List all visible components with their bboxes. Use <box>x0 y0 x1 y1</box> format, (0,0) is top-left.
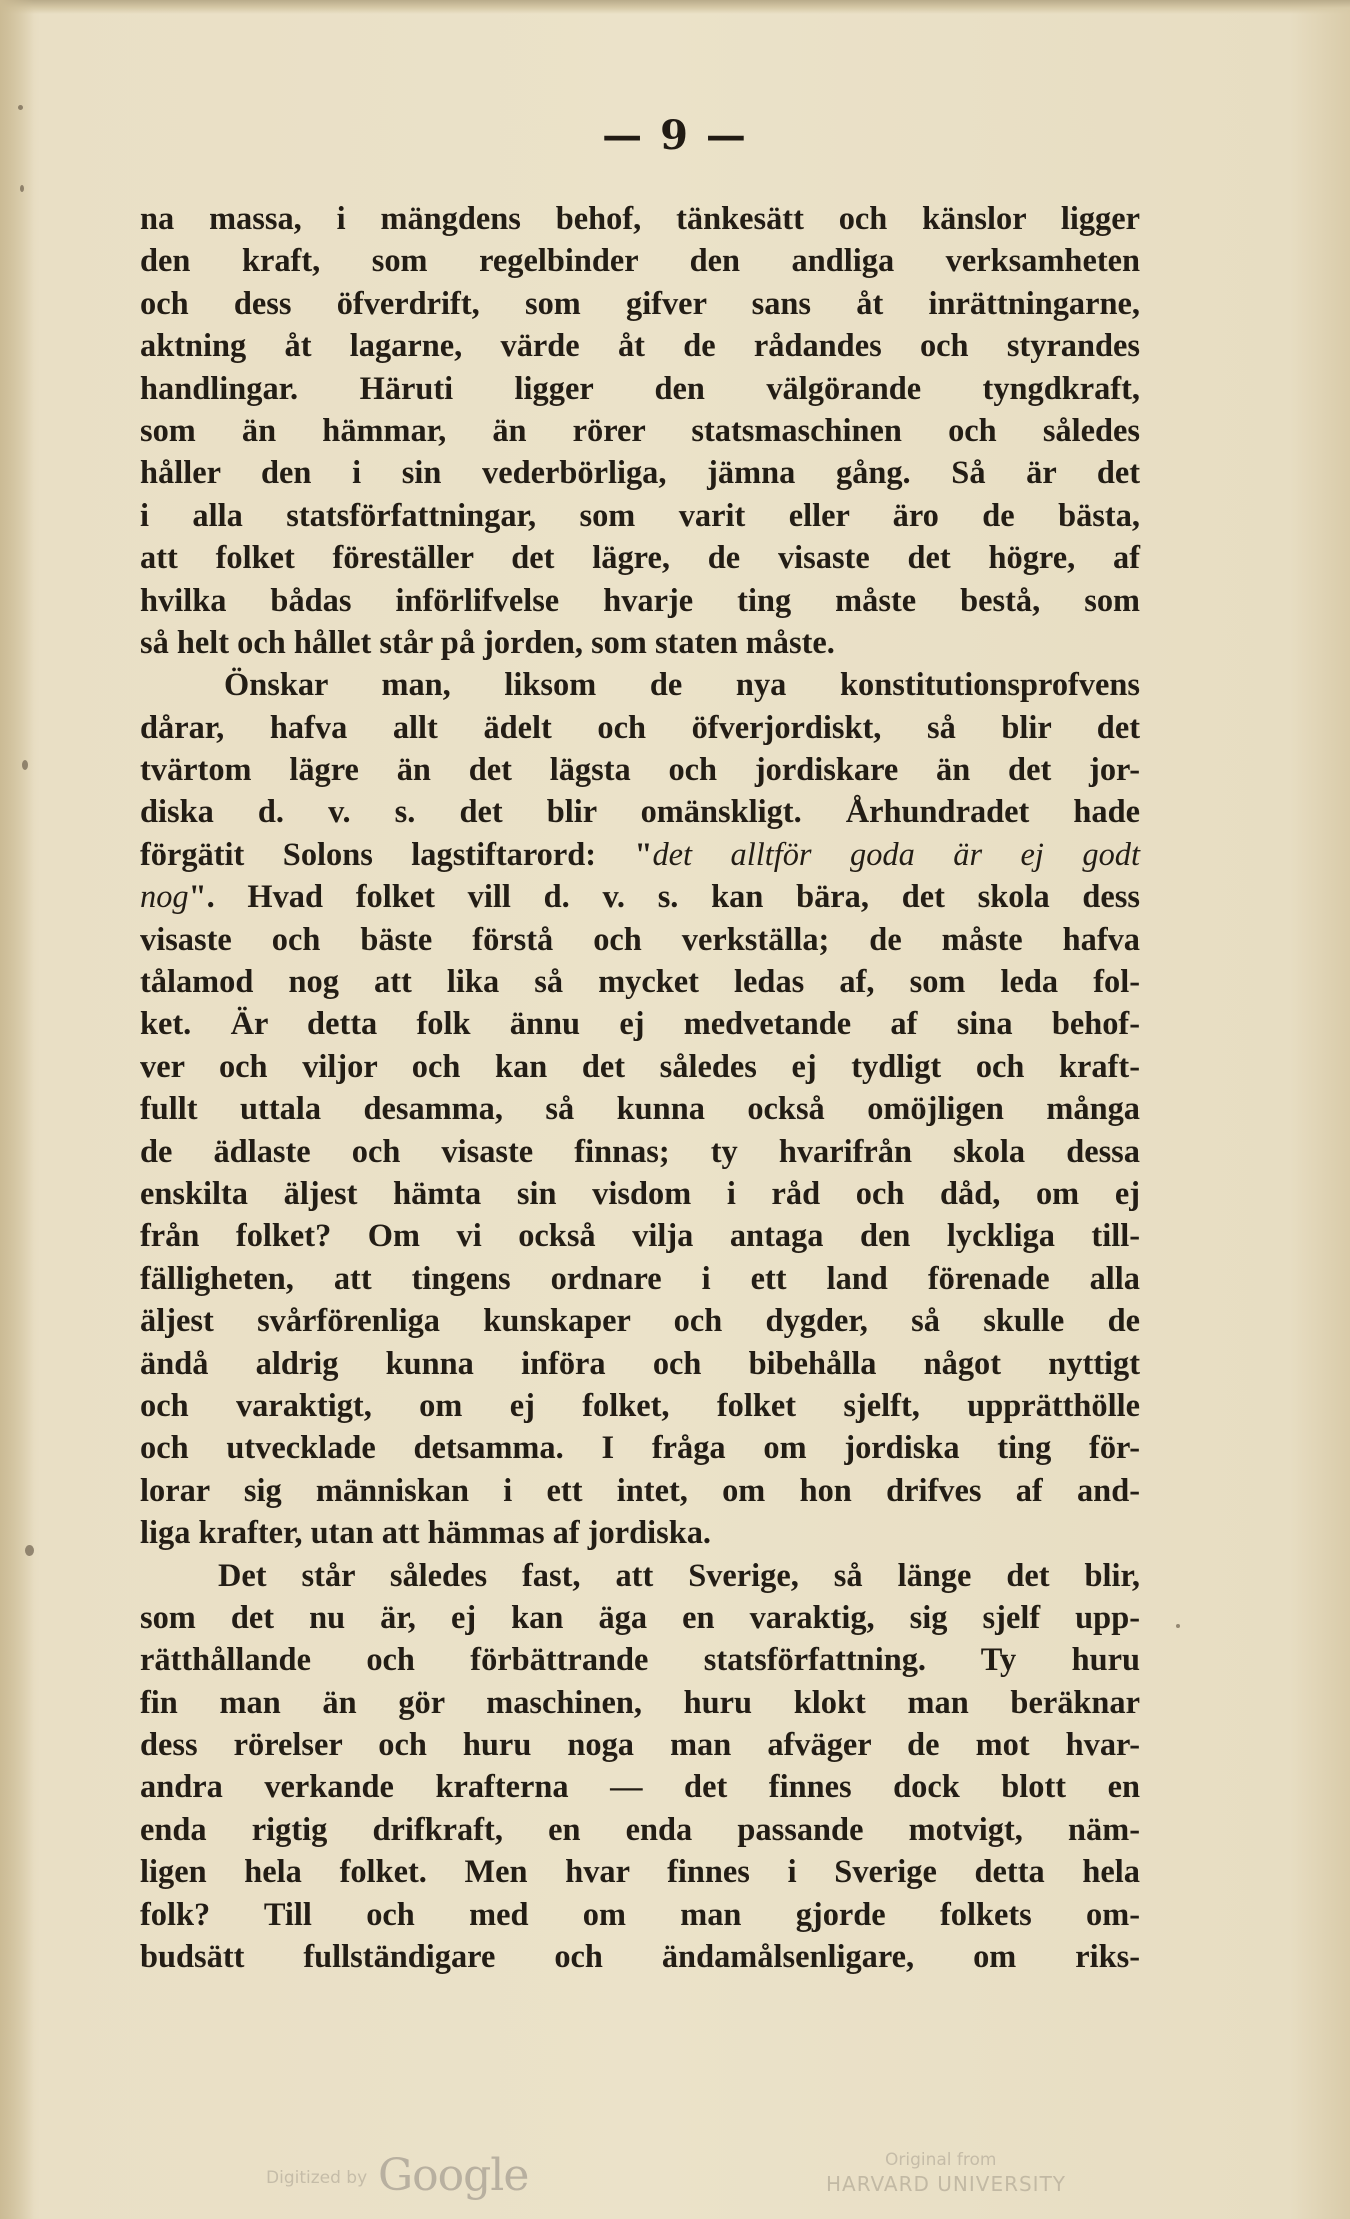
text-line-9: att folket föreställer det lägre, de visaste det högre, af <box>140 540 1140 577</box>
page-top-edge <box>0 0 1350 14</box>
text-line-33: Det står således fast, att Sverige, så länge det blir, <box>218 1557 1140 1594</box>
text-line-12: Önskar man, liksom de nya konstitutionsprofvens <box>224 667 1140 704</box>
text-line-3: och dess öfverdrift, som gifver sans åt inrättningarne, <box>140 285 1140 322</box>
digitization-watermark <box>0 2150 1350 2210</box>
text-line-17 <box>140 876 1140 918</box>
solon-quote-part-2: nog <box>140 879 189 916</box>
text-line-36: fin man än gör maschinen, huru klokt man beräknar <box>140 1684 1140 1721</box>
page-body-text <box>140 198 1140 1978</box>
text-line-26: fälligheten, att tingens ordnare i ett land förenade alla <box>140 1260 1140 1297</box>
text-line-5: handlingar. Häruti ligger den välgörande tyngdkraft, <box>140 370 1140 407</box>
text-line-17-post: ". Hvad folket vill d. v. s. kan bära, det skola dess <box>188 879 1140 916</box>
page-binding-edge <box>0 0 34 2219</box>
solon-quote-part-1: det alltför goda är ej godt <box>652 836 1140 873</box>
text-line-42: budsätt fullständigare och ändamålsenligare, om riks- <box>140 1939 1140 1976</box>
text-line-40: ligen hela folket. Men hvar finnes i Sverige detta hela <box>140 1854 1140 1891</box>
google-logo: Google <box>378 2150 529 2201</box>
text-line-31: lorar sig människan i ett intet, om hon drifves af and- <box>140 1472 1140 1509</box>
text-line-7: håller den i sin vederbörliga, jämna gång. Så är det <box>140 455 1140 492</box>
text-line-39: enda rigtig drifkraft, en enda passande motvigt, näm- <box>140 1811 1140 1848</box>
text-line-19: tålamod nog att lika så mycket ledas af, som leda fol- <box>140 964 1140 1001</box>
text-line-32: liga krafter, utan att hämmas af jordiska. <box>140 1515 712 1552</box>
paper-speck <box>25 1545 34 1556</box>
text-line-27: äljest svårförenliga kunskaper och dygder, så skulle de <box>140 1303 1140 1340</box>
text-line-28: ändå aldrig kunna införa och bibehålla något nyttigt <box>140 1345 1140 1382</box>
text-line-23: de ädlaste och visaste finnas; ty hvarifrån skola dessa <box>140 1133 1140 1170</box>
text-line-25: från folket? Om vi också vilja antaga den lyckliga till- <box>140 1218 1140 1255</box>
harvard-university-label: HARVARD UNIVERSITY <box>826 2172 1067 2196</box>
text-line-10: hvilka bådas införlifvelse hvarje ting måste bestå, som <box>140 582 1140 619</box>
paper-speck <box>22 760 28 770</box>
text-line-37: dess rörelser och huru noga man afväger de mot hvar- <box>140 1727 1140 1764</box>
text-line-15: diska d. v. s. det blir omänskligt. Århundradet hade <box>140 794 1140 831</box>
text-line-16 <box>140 834 1140 876</box>
text-line-21: ver och viljor och kan det således ej tydligt och kraft- <box>140 1048 1140 1085</box>
text-line-34: som det nu är, ej kan äga en varaktig, sig sjelf upp- <box>140 1599 1140 1636</box>
original-from-label: Original from <box>885 2150 997 2170</box>
text-line-35: rätthållande och förbättrande statsförfattning. Ty huru <box>140 1642 1140 1679</box>
text-line-24: enskilta äljest hämta sin visdom i råd och dåd, om ej <box>140 1175 1140 1212</box>
text-line-38: andra verkande krafterna — det finnes dock blott en <box>140 1769 1140 1806</box>
text-line-11: så helt och hållet står på jorden, som staten måste. <box>140 624 835 661</box>
text-line-30: och utvecklade detsamma. I fråga om jordiska ting för- <box>140 1430 1140 1467</box>
text-line-6: som än hämmar, än rörer statsmaschinen och således <box>140 412 1140 449</box>
text-line-8: i alla statsförfattningar, som varit eller äro de bästa, <box>140 497 1140 534</box>
digitized-by-label: Digitized by <box>266 2168 368 2188</box>
text-line-14: tvärtom lägre än det lägsta och jordiskare än det jor- <box>140 752 1140 789</box>
text-line-4: aktning åt lagarne, värde åt de rådandes och styrandes <box>140 328 1140 365</box>
page-number-header <box>0 112 1350 172</box>
text-line-41: folk? Till och med om man gjorde folkets om- <box>140 1896 1140 1933</box>
paper-speck <box>20 185 24 192</box>
text-line-20: ket. Är detta folk ännu ej medvetande af sina behof- <box>140 1006 1140 1043</box>
text-line-13: dårar, hafva allt ädelt och öfverjordiskt, så blir det <box>140 709 1140 746</box>
text-line-2: den kraft, som regelbinder den andliga verksamheten <box>140 243 1140 280</box>
page-number: — 9 — <box>602 112 748 159</box>
text-line-22: fullt uttala desamma, så kunna också omöjligen många <box>140 1091 1140 1128</box>
text-line-18: visaste och bäste förstå och verkställa; de måste hafva <box>140 921 1140 958</box>
text-line-16-pre: förgätit Solons lagstiftarord: " <box>140 836 653 873</box>
paper-speck <box>1176 1624 1180 1628</box>
text-line-29: och varaktigt, om ej folket, folket sjelft, upprätthölle <box>140 1387 1140 1424</box>
paper-speck <box>18 105 23 110</box>
text-line-1: na massa, i mängdens behof, tänkesätt och känslor ligger <box>140 201 1140 237</box>
